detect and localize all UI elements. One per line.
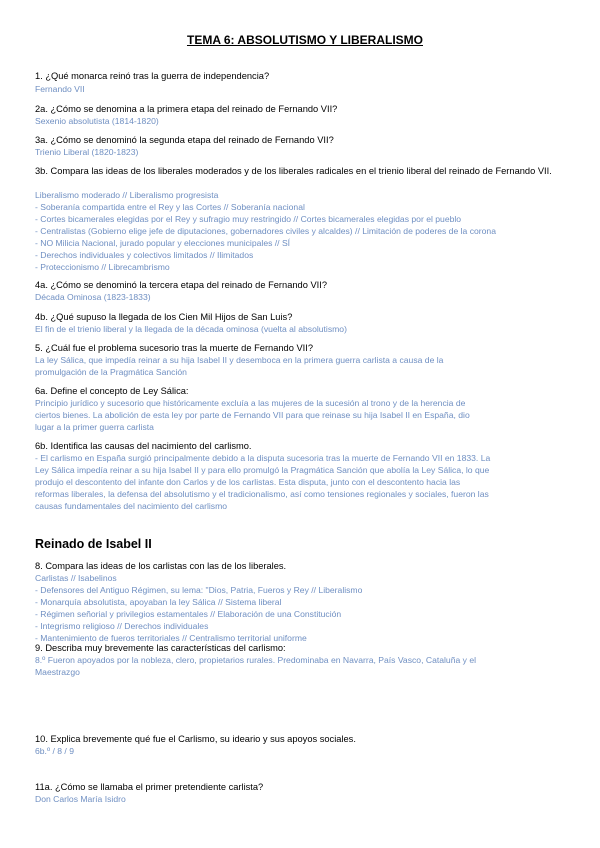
question-8: 8. Compara las ideas de los carlistas con las de los liberales. [35,561,287,571]
answer-4b [35,323,580,335]
answer-line: - Soberanía compartida entre el Rey y las Cortes // Soberanía nacional [35,202,305,212]
answer-line: - Defensores del Antiguo Régimen, su lema: "Dios, Patria, Fueros y Rey // Liberalismo [35,585,363,595]
answer-1 [35,83,580,95]
answer-11a [35,793,580,805]
answer-line: 6b.º / 8 / 9 [35,746,74,756]
answer-line: Maestrazgo [35,667,80,677]
section-title: Reinado de Isabel II [35,537,152,551]
question-6a: 6a. Define el concepto de Ley Sálica: [35,386,189,396]
answer-line: Don Carlos María Isidro [35,794,126,804]
question-2a: 2a. ¿Cómo se denomina a la primera etapa del reinado de Fernando VII? [35,104,338,114]
question-1: 1. ¿Qué monarca reinó tras la guerra de independencia? [35,71,270,81]
answer-line: - Monarquía absolutista, apoyaban la ley Sálica // Sistema liberal [35,597,282,607]
answer-line: causas fundamentales del nacimiento del carlismo [35,501,228,511]
answer-line: - Proteccionismo // Librecambrismo [35,262,170,272]
answer-line: Principio jurídico y sucesorio que históricamente excluía a las mujeres de la sucesión al trono y de la herencia de [35,398,466,408]
answer-line: ciertos bienes. La abolición de esta ley por parte de Fernando VII para que reinase su hija Isabel II en España, dio [35,410,470,420]
answer-line: promulgación de la Pragmática Sanción [35,367,187,377]
answer-line: - NO Milicia Nacional, jurado popular y elecciones municipales // SÍ [35,238,291,248]
answer-line: La ley Sálica, que impedía reinar a su hija Isabel II y desemboca en la primera guerra carlista a causa de la [35,355,444,365]
answer-line: - Derechos individuales y colectivos limitados // Ilimitados [35,250,254,260]
answer-line: Década Ominosa (1823-1833) [35,292,151,302]
question-4b: 4b. ¿Qué supuso la llegada de los Cien Mil Hijos de San Luis? [35,312,293,322]
answer-line: - Régimen señorial y privilegios estamentales // Elaboración de una Constitución [35,609,342,619]
answer-3b [35,189,580,273]
answer-9 [35,654,580,678]
question-11a: 11a. ¿Cómo se llamaba el primer pretendiente carlista? [35,782,264,792]
answer-line: Fernando VII [35,84,85,94]
answer-line: - Centralistas (Gobierno elige jefe de diputaciones, gobernadores civiles y alcaldes) // Limitación de poderes de la corona [35,226,496,236]
document-title: TEMA 6: ABSOLUTISMO Y LIBERALISMO [186,33,423,47]
answer-line: - El carlismo en España surgió principalmente debido a la disputa sucesoria tras la muerte de Fernando VII en 1833. La [35,453,491,463]
answer-line: - Mantenimiento de fueros territoriales // Centralismo territorial uniforme [35,633,307,643]
answer-line: produjo el descontento del infante don Carlos y de los carlistas. Esta disputa, junto con el descontento hacia las [35,477,461,487]
answer-4a [35,291,580,303]
question-3a: 3a. ¿Cómo se denominó la segunda etapa del reinado de Fernando VII? [35,135,334,145]
answer-line: Sexenio absolutista (1814-1820) [35,116,159,126]
answer-line: 8.º Fueron apoyados por la nobleza, clero, propietarios rurales. Predominaba en Navarra, País Vasco, Cataluña y el [35,655,477,665]
question-9: 9. Describa muy brevemente las características del carlismo: [35,643,286,653]
answer-line: reformas liberales, la defensa del absolutismo y el tradicionalismo, así como tensiones regionales y sociales, fueron las [35,489,489,499]
answer-line: Carlistas // Isabelinos [35,573,117,583]
question-10: 10. Explica brevemente qué fue el Carlismo, su ideario y sus apoyos sociales. [35,734,356,744]
answer-2a [35,115,580,127]
answer-line: - Integrismo religioso // Derechos individuales [35,621,209,631]
answer-5 [35,354,580,378]
answer-6a [35,397,580,433]
answer-6b [35,452,580,512]
question-6b: 6b. Identifica las causas del nacimiento del carlismo. [35,441,252,451]
answer-line: El fin de el trienio liberal y la llegada de la década ominosa (vuelta al absolutismo) [35,324,347,334]
answer-8 [35,572,580,644]
answer-line: Liberalismo moderado // Liberalismo progresista [35,190,219,200]
answer-line: Trienio Liberal (1820-1823) [35,147,139,157]
answer-3a [35,146,580,158]
question-3b: 3b. Compara las ideas de los liberales moderados y de los liberales radicales en el trienio liberal del reinado de Fernando VII. [35,166,552,176]
answer-line: lugar a la primer guerra carlista [35,422,154,432]
question-4a: 4a. ¿Cómo se denominó la tercera etapa del reinado de Fernando VII? [35,280,327,290]
question-5: 5. ¿Cuál fue el problema sucesorio tras la muerte de Fernando VII? [35,343,314,353]
answer-line: Ley Sálica impedía reinar a su hija Isabel II y para ello promulgó la Pragmática Sanción que abolía la Ley Sálica, lo que [35,465,490,475]
answer-line: - Cortes bicamerales elegidas por el Rey y sufragio muy restringido // Cortes bicamerales elegidas por el pueblo [35,214,462,224]
answer-10 [35,745,580,757]
